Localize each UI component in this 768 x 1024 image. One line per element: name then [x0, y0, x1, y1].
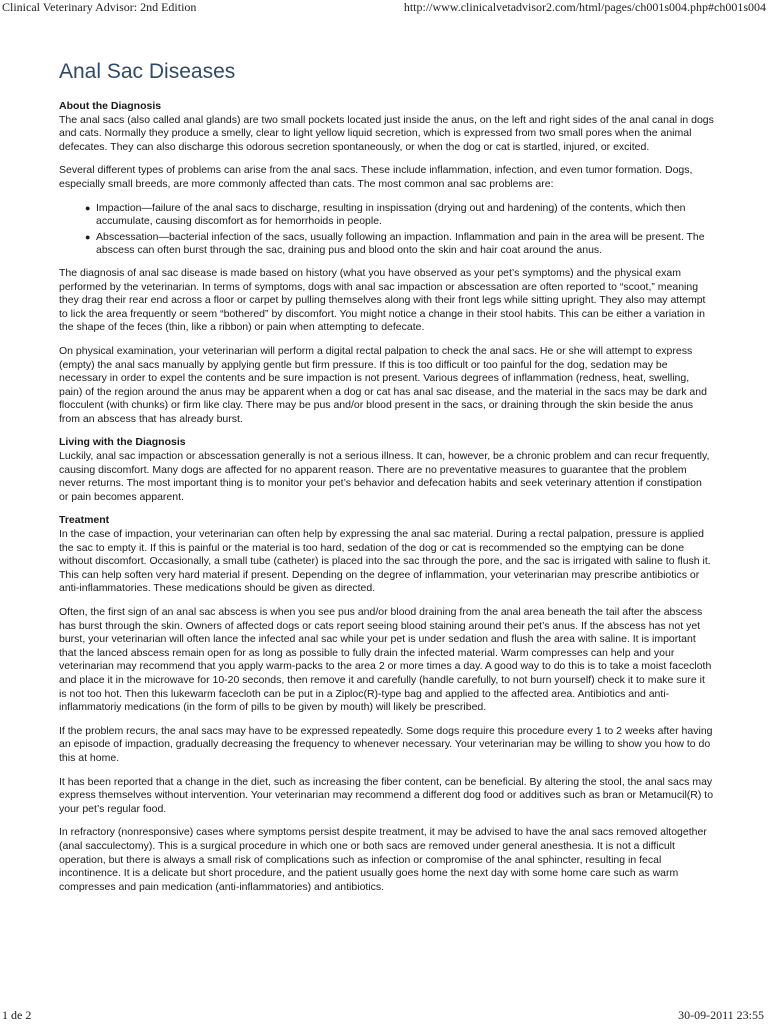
list-item	[85, 201, 714, 229]
bullet-icon: ●	[85, 231, 91, 242]
treatment-paragraph-2: Often, the first sign of an anal sac abscess is when you see pus and/or blood draining from the anal area beneath the tail after the abscess has burst through the skin. Owners of affected dogs or cats report seeing blood staining around their pet’s anus. If the abscess has not yet burst, your veterinarian will often lance the infected anal sac while your pet is under sedation and flush the area with saline. It is important that the lanced abscess remain open for as long as possible to fully drain the infected material. Warm compresses can help and your veterinarian may recommend that you apply warm-packs to the area 2 or more times a day. A good way to do this is to take a moist facecloth and place it in the microwave for 10-20 seconds, then remove it and carefully (handle carefully, to not burn yourself) check it to make sure it is not too hot. Then this lukewarm facecloth can be put in a Ziploc(R)-type bag and applied to the affected area. Antibiotics and anti-inflammatoriy medications (in the form of pills to be given by mouth) will likely be prescribed.	[59, 606, 712, 714]
about-paragraph-1: The anal sacs (also called anal glands) are two small pockets located just inside the anus, on the left and right sides of the anal canal in dogs and cats. Normally they produce a smelly, clear to light yellow liquid secretion, which is expressed from two small pores when the animal defecates. They can also discharge this odorous secretion spontaneously, or when the dog or cat is startled, injured, or excited.	[59, 113, 714, 153]
treatment-paragraph-3: If the problem recurs, the anal sacs may have to be expressed repeatedly. Some dogs require this procedure every 1 to 2 weeks after having an episode of impaction, gradually decreasing the frequency to whenever necessary. Your veterinarian may be willing to show you how to do this at home.	[59, 724, 713, 764]
about-paragraph-4: On physical examination, your veterinarian will perform a digital rectal palpation to check the anal sacs. He or she will attempt to express (empty) the anal sacs manually by applying gentle but firm pressure. If this is too difficult or too painful for the dog, sedation may be necessary in order to expel the contents and be sure impaction is not present. Various degrees of inflammation (redness, heat, swelling, pain) of the region around the anus may be apparent when a dog or cat has anal sac disease, and the material in the sacs may be dark and flocculent (with chunks) or firm like clay. There may be pus and/or blood present in the sacs, or draining through the skin beside the anus from an abscess that has already burst.	[59, 344, 707, 425]
about-paragraph-3: The diagnosis of anal sac disease is made based on history (what you have observed as your pet’s symptoms) and the physical exam performed by the veterinarian. In terms of symptoms, dogs with anal sac impaction or abscessation are often reported to “scoot,” meaning they drag their rear end across a floor or carpet by pulling themselves along with their front legs while sitting upright. They also may attempt to lick the area frequently or seem “bothered” by discomfort. You might notice a change in their stool habits. This can be either a variation in the shape of the feces (thin, like a ribbon) or pain when attempting to defecate.	[59, 266, 706, 334]
list-item-text: Impaction—failure of the anal sacs to discharge, resulting in inspissation (drying out and hardening) of the contents, which then accumulate, causing discomfort as for hemorrhoids in people.	[96, 201, 686, 228]
bullet-icon: ●	[85, 202, 91, 213]
treatment-paragraph-1: In the case of impaction, your veterinarian can often help by expressing the anal sac material. During a rectal palpation, pressure is applied the sac to empty it. If this is painful or the material is too hard, sedation of the dog or cat is recommended so the emptying can be done without discomfort. Occasionally, a small tube (catheter) is placed into the sac through the pore, and the sac is irrigated with saline to flush it. This can help soften very hard material if present. Depending on the degree of inflammation, your veterinarian may prescribe antibiotics or anti-inflammatories. These medications should be given as directed.	[59, 528, 711, 595]
treatment-paragraph-4: It has been reported that a change in the diet, such as increasing the fiber content, can be beneficial. By altering the stool, the anal sacs may express themselves without intervention. Your veterinarian may recommend a different dog food or additives such as bran or Metamucil(R) to your pet’s regular food.	[59, 775, 714, 815]
article	[59, 58, 714, 904]
treatment-paragraph-5: In refractory (nonresponsive) cases where symptoms persist despite treatment, it may be advised to have the anal sacs removed altogether (anal sacculectomy). This is a surgical procedure in which one or both sacs are removed under general anesthesia. It is not a difficult operation, but there is always a small risk of complications such as infection or compromise of the anal sphincter, resulting in fecal incontinence. It is a delicate but short procedure, and the patient usually goes home the next day with some home care such as warm compresses and pain medication (anti-inflammatories) and antibiotics.	[59, 826, 707, 893]
list-item	[85, 230, 714, 258]
living-paragraph-1: Luckily, anal sac impaction or abscessation generally is not a serious illness. It can, however, be a chronic problem and can recur frequently, causing discomfort. Many dogs are affected for no apparent reason. There are no preventative measures to guarantee that the problem never returns. The most important thing is to monitor your pet’s behavior and defecation habits and seek veterinary attention if constipation or pain becomes apparent.	[59, 450, 710, 503]
list-item-text: Abscessation—bacterial infection of the sacs, usually following an impaction. Inflammation and pain in the area will be present. The abscess can often burst through the sac, draining pus and blood onto the skin and hair coat around the anus.	[96, 230, 705, 257]
problems-list	[59, 202, 714, 258]
about-paragraph-2: Several different types of problems can arise from the anal sacs. These include inflammation, infection, and even tumor formation. Dogs, especially small breeds, are more commonly affected than cats. The most common anal sac problems are:	[59, 164, 693, 190]
section-heading-living: Living with the Diagnosis	[59, 436, 186, 449]
page-title: Anal Sac Diseases	[59, 60, 236, 83]
print-timestamp: 30-09-2011 23:55	[678, 1008, 764, 1022]
print-footer	[0, 1006, 768, 1024]
header-book-title: Clinical Veterinary Advisor: 2nd Edition	[2, 0, 197, 14]
page-number: 1 de 2	[2, 1008, 32, 1022]
header-url: http://www.clinicalvetadvisor2.com/html/pages/ch001s004.php#ch001s004	[403, 0, 766, 14]
print-header	[0, 0, 768, 16]
section-heading-treatment: Treatment	[59, 514, 110, 527]
section-heading-about: About the Diagnosis	[59, 100, 162, 112]
